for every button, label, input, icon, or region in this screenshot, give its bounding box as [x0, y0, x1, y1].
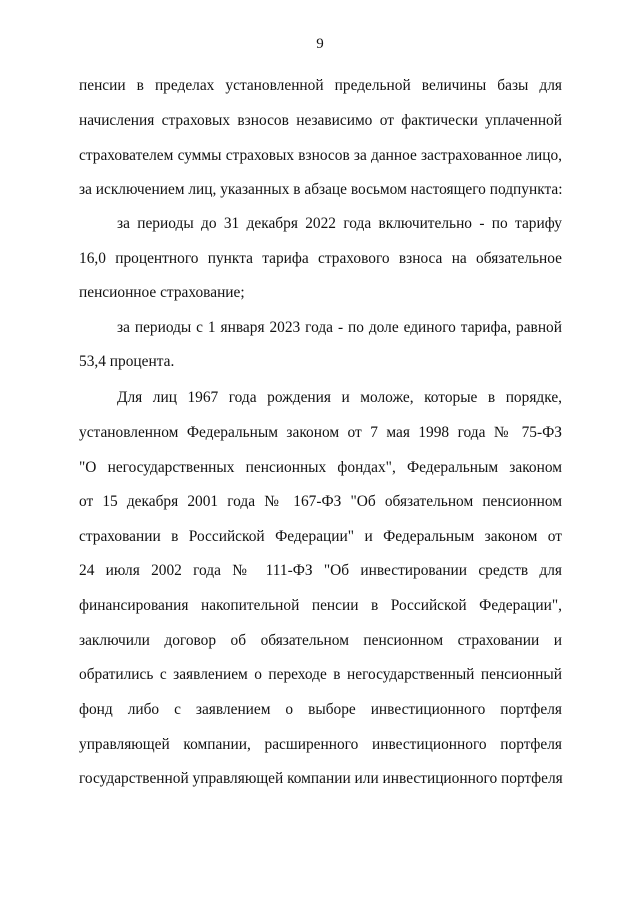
text-line: установленном Федеральным законом от 7 мая 1998 года № 75-ФЗ	[79, 424, 562, 441]
text-line: за исключением лиц, указанных в абзаце восьмом настоящего подпункта:	[79, 181, 563, 198]
text-line: от 15 декабря 2001 года № 167-ФЗ "Об обязательном пенсионном	[79, 493, 562, 510]
text-line: страхователем суммы страховых взносов за данное застрахованное лицо,	[79, 147, 562, 164]
text-line: за периоды до 31 декабря 2022 года включительно - по тарифу	[117, 215, 562, 232]
text-line: "О негосударственных пенсионных фондах", Федеральным законом	[79, 459, 562, 476]
text-line: заключили договор об обязательном пенсионном страховании и	[79, 632, 562, 649]
page-number: 9	[316, 36, 324, 52]
text-line: обратились с заявлением о переходе в негосударственный пенсионный	[79, 666, 562, 683]
text-line: государственной управляющей компании или инвестиционного портфеля	[79, 770, 563, 787]
text-line: пенсионное страхование;	[79, 284, 245, 301]
text-line: за периоды с 1 января 2023 года - по доле единого тарифа, равной	[117, 319, 562, 336]
text-line: финансирования накопительной пенсии в Российской Федерации",	[79, 597, 562, 614]
text-line: 16,0 процентного пункта тарифа страхового взноса на обязательное	[79, 250, 562, 267]
text-line: 24 июля 2002 года № 111-ФЗ "Об инвестировании средств для	[79, 562, 562, 579]
text-line: фонд либо с заявлением о выборе инвестиционного портфеля	[79, 701, 562, 718]
text-line: пенсии в пределах установленной предельной величины базы для	[79, 77, 562, 94]
text-line: управляющей компании, расширенного инвестиционного портфеля	[79, 736, 562, 753]
text-line: начисления страховых взносов независимо от фактически уплаченной	[79, 112, 562, 129]
text-line: Для лиц 1967 года рождения и моложе, которые в порядке,	[117, 389, 562, 406]
text-line: 53,4 процента.	[79, 353, 175, 370]
text-line: страховании в Российской Федерации" и Федеральным законом от	[79, 528, 562, 545]
